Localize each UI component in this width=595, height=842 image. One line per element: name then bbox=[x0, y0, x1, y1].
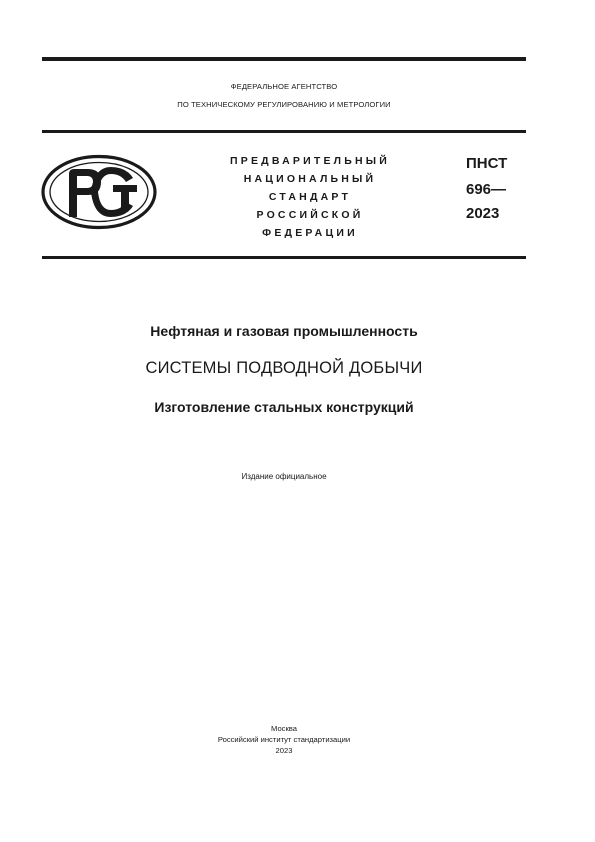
imprint-city: Москва bbox=[271, 724, 297, 733]
gost-r-logo-icon bbox=[41, 154, 157, 230]
standard-designation-year: 2023 bbox=[466, 205, 500, 222]
standard-designation-prefix: ПНСТ bbox=[466, 155, 508, 172]
document-title-main: Нефтяная и газовая промышленность bbox=[150, 323, 418, 339]
header-bottom-rule bbox=[42, 256, 526, 259]
document-subtitle: Изготовление стальных конструкций bbox=[154, 399, 414, 415]
standard-type-line: НАЦИОНАЛЬНЫЙ bbox=[243, 173, 377, 185]
header-top-rule bbox=[42, 57, 526, 61]
document-title-caps: СИСТЕМЫ ПОДВОДНОЙ ДОБЫЧИ bbox=[145, 359, 423, 377]
agency-name-line-1: ФЕДЕРАЛЬНОЕ АГЕНТСТВО bbox=[230, 82, 338, 91]
standard-type-line: ФЕДЕРАЦИИ bbox=[262, 227, 358, 239]
edition-label: Издание официальное bbox=[241, 472, 327, 481]
imprint-organization: Российский институт стандартизации bbox=[217, 735, 351, 744]
standard-type-line: СТАНДАРТ bbox=[268, 191, 352, 203]
standard-type-line: РОССИЙСКОЙ bbox=[256, 209, 364, 221]
header-middle-rule bbox=[42, 130, 526, 133]
standard-designation-number: 696— bbox=[466, 181, 507, 198]
standard-type-line: ПРЕДВАРИТЕЛЬНЫЙ bbox=[230, 155, 390, 167]
agency-name-line-2: ПО ТЕХНИЧЕСКОМУ РЕГУЛИРОВАНИЮ И МЕТРОЛОГИИ bbox=[177, 100, 391, 109]
imprint-year: 2023 bbox=[275, 746, 293, 755]
